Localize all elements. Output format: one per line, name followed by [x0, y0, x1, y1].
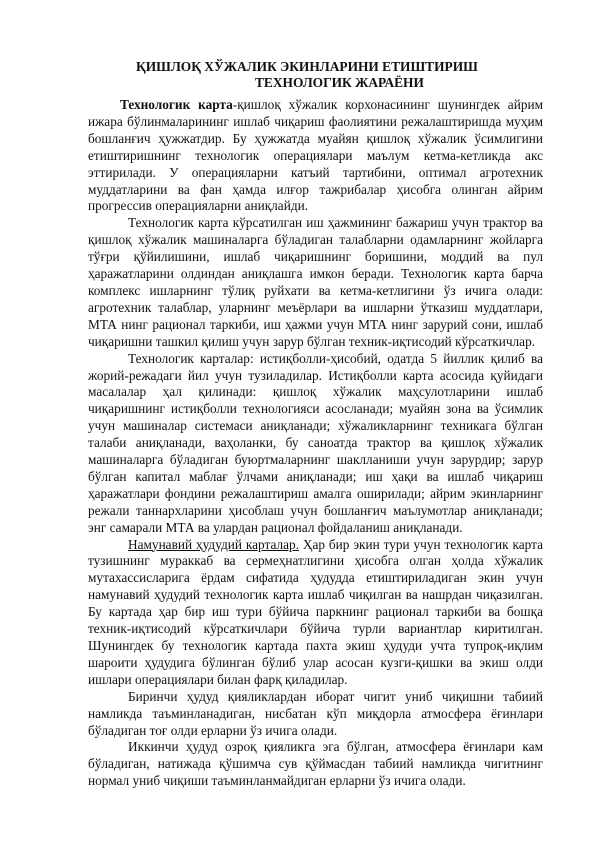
title-line-1: ҚИШЛОҚ ХЎЖАЛИК ЭКИНЛАРИНИ ЕТИШТИРИШ: [136, 59, 478, 74]
paragraph-1: [88, 97, 543, 215]
term-model-regional-maps: Намунавий ҳудудий карталар.: [128, 536, 300, 552]
paragraph-2-text: Технологик карта кўрсатилган иш ҳажмининг бажариш учун трактор ва қишлоқ хўжалик машиналарга бўладиган талабларни одамларнинг жойларга тўғри қўйилишини, ишлаб чиқаришнинг боришини, моддий ва пул ҳаражатларини олдиндан аниқлашга имкон беради. Технологик карта барча комплекс ишларнинг тўлиқ руйхати ва кетма-кетлигини ўз ичига олади: агротехник талаблар, уларнинг меъёрлари ва ишларни ўтказиш муддатлари, МТА нинг рационал таркиби, иш ҳажми учун МТА нинг зарурий сони, ишлаб чиқаришни ташкил қилиш учун зарур бўлган техник-иқтисодий кўрсаткичлар.: [88, 215, 543, 349]
title-line-2: ТЕХНОЛОГИК ЖАРАЁНИ: [255, 75, 424, 90]
paragraph-4: [88, 537, 543, 689]
paragraph-5-text: Биринчи ҳудуд қияликлардан иборат чигит униб чиқишни табиий намликда таъминланадиган, нисбатан кўп миқдорла атмосфера ёғинлари бўладиган тоғ олди ерларни ўз ичига олади.: [88, 688, 543, 738]
paragraph-6-text: Иккинчи ҳудуд озроқ қияликга эга бўлган, атмосфера ёғинлари кам бўладиган, натижада қўшимча сув қўймасдан табиий намликда чигитнинг нормал униб чиқиши таъминланмайдиган ерларни ўз ичига олади.: [88, 739, 543, 789]
document-title: [60, 59, 536, 91]
term-technological-map: Технологик карта: [120, 97, 233, 112]
paragraph-3-text: Технологик карталар: истиқболли-ҳисобий, одатда 5 йиллик қилиб ва жорий-режадаги йил учун тузиладилар. Истиқболли карта асосида қуйидаги масалалар ҳал қилинади: қишлоқ хўжалик маҳсулотларини ишлаб чиқаришнинг истиқболли технологияси асосланади; муайян зона ва ўсимлик учун машиналар системаси аниқланади; хўжаликларнинг техникага бўлган талаби аниқланади, ваҳоланки, бу саноатда трактор ва қишлоқ хўжалик машиналарга бўладиган буюртмаларнинг шаклланиши учун зарурдир; зарур бўлган капитал маблағ ўлчами аниқланади; иш ҳақи ва ишлаб чиқариш ҳаражатлари фондини режалаштириш амалга оширилади; айрим экинларнинг режали таннархларини ҳисоблаш учун бошланғич маълумотлар аниқланади; энг самарали МТА ва улардан рационал фойдаланиш аниқланади.: [88, 350, 543, 535]
paragraph-6: [88, 739, 543, 790]
paragraph-5: [88, 689, 543, 740]
paragraph-1-text: -қишлоқ хўжалик корхонасининг шунингдек айрим ижара бўлинмаларининг ишлаб чиқариш фаолиятини режалаштиришда муҳим бошланғич ҳужжатдир. Бу ҳужжатда муайян қишлоқ хўжалик ўсимлигини етиштиришнинг технологик операциялари маълум кетма-кетликда акс эттирилади. У операцияларни катъий тартибини, оптимал агротехник муддатларини ва фан ҳамда илғор тажрибалар ҳисобга олинган айрим прогрессив операцияларни аниқлайди.: [88, 97, 544, 214]
paragraph-2: [88, 215, 543, 350]
paragraph-4-text: Ҳар бир экин тури учун технологик карта тузишнинг мураккаб ва сермеҳнатлигини ҳисобга олган ҳолда хўжалик мутахассисларига ёрдам сифатида ҳудудда етиштириладиган экин учун намунавий ҳудудий технологик карта ишлаб чиқилган ва нашрдан чиқазилган. Бу картада ҳар бир иш тури бўйича паркнинг рационал таркиби ва бошқа техник-иқтисодий кўрсаткичлари бўйича турли вариантлар киритилган. Шунингдек бу технологик картада пахта экиш ҳудуди учта тупроқ-иқлим шароити ҳудудига бўлинган бўлиб улар асосан кузги-қишки ва экиш олди ишлари операциялари билан фарқ қиладилар.: [88, 536, 543, 687]
document-body: [88, 97, 543, 790]
paragraph-3: [88, 351, 543, 537]
